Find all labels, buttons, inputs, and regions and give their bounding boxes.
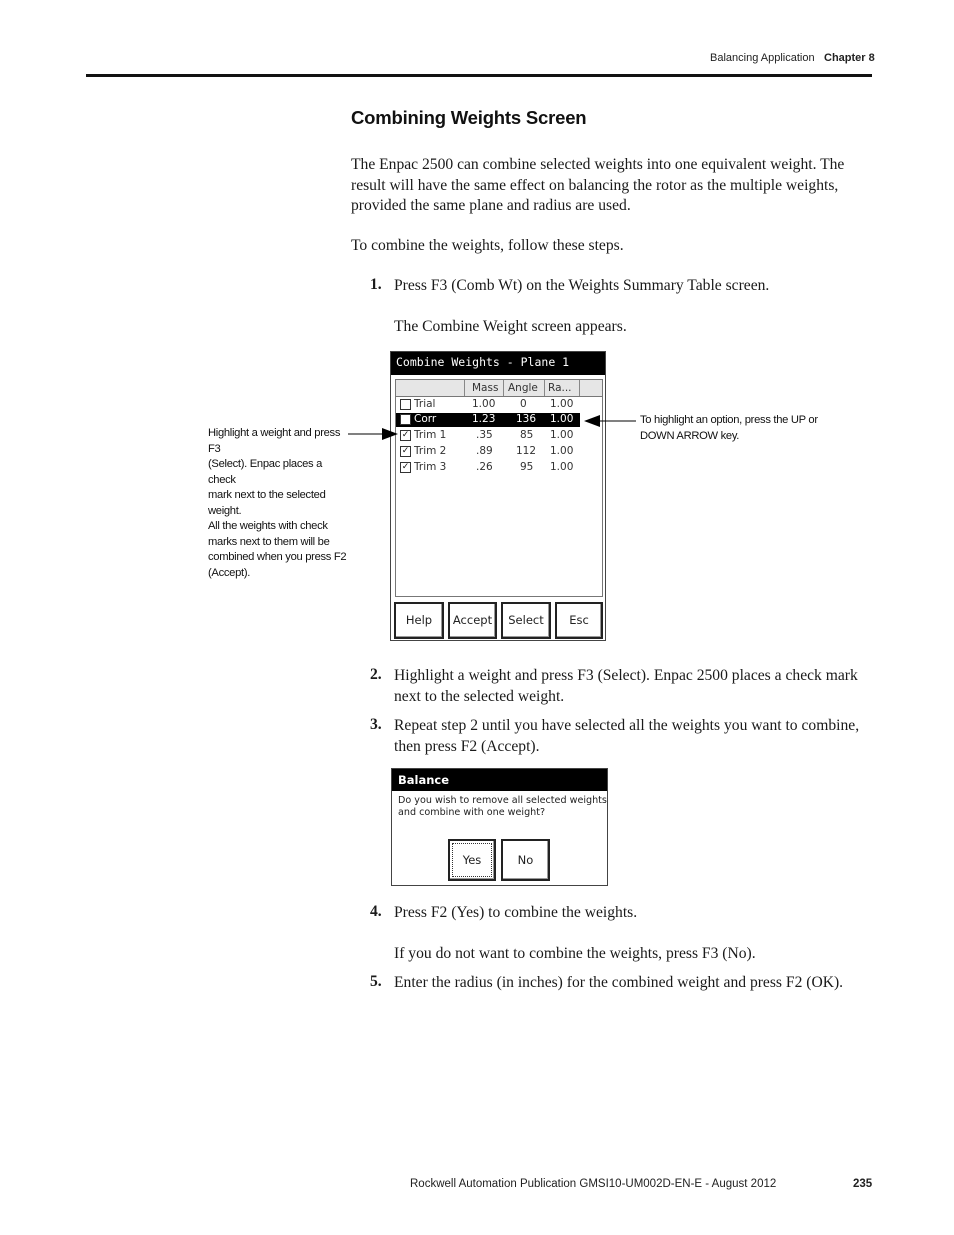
checkbox-trim-1[interactable]: ✓ [401,430,410,440]
callout-line: weight. [208,504,242,517]
help-button[interactable]: Help [394,602,444,639]
callout-select-weight [208,426,348,581]
step-5-number: 5. [370,973,382,990]
combine-weights-title: Combine Weights - Plane 1 [391,352,605,375]
weight-radius: 1.00 [550,398,574,410]
page-number: 235 [853,1178,873,1190]
column-radius: Ra... [548,382,572,394]
balance-dialog-message [398,795,607,818]
weight-mass: .26 [476,461,493,473]
esc-button[interactable]: Esc [555,602,603,639]
callout-line: marks next to them will be [208,535,330,548]
right-arrowhead-icon [584,415,600,427]
balance-dialog-title: Balance [392,769,607,791]
step-4-number: 4. [370,903,382,920]
weight-name: Trim 2 [414,445,447,457]
step-2-number: 2. [370,666,382,683]
callout-line: mark next to the selected [208,489,326,501]
step-1-number: 1. [370,276,382,293]
weight-radius: 1.00 [550,429,574,441]
message-line: Do you wish to remove all selected weights [398,795,607,806]
weight-mass: 1.23 [472,413,496,425]
step-4-text: Press F2 (Yes) to combine the weights. [394,904,638,921]
weight-angle: 85 [520,429,534,441]
weight-radius: 1.00 [550,461,574,473]
weight-mass: .89 [476,445,493,457]
checkbox-trim-2[interactable]: ✓ [401,446,410,456]
weight-angle: 136 [516,413,537,425]
weight-mass: .35 [476,429,493,441]
weight-angle: 112 [516,445,537,457]
weight-angle: 95 [520,461,534,473]
weight-name: Trim 3 [414,461,447,473]
callout-line: (Accept). [208,566,251,579]
weight-angle: 0 [520,398,527,410]
intro-paragraph: The Enpac 2500 can combine selected weights into one equivalent weight. The result will have the same effect on balancing the rotor as the multiple weights, provided the same plane and radius are used. [351,156,845,214]
callout-line: DOWN ARROW key. [640,429,740,442]
no-button[interactable]: No [501,839,550,881]
callout-line: All the weights with check [208,520,328,532]
running-header-chapter: Chapter 8 [824,52,875,64]
message-line: and combine with one weight? [398,806,546,818]
weight-radius: 1.00 [550,445,574,457]
instruction-paragraph: To combine the weights, follow these steps. [351,237,624,254]
weight-name: Corr [414,413,437,425]
step-1-text: Press F3 (Comb Wt) on the Weights Summary Table screen. [394,277,770,294]
callout-line: combined when you press F2 [208,551,347,563]
step-3-text: Repeat step 2 until you have selected all the weights you want to combine, then press F2 (Accept). [394,717,860,755]
step-1-note: The Combine Weight screen appears. [394,318,627,335]
callout-line: Highlight a weight and press F3 [208,427,341,455]
weight-mass: 1.00 [472,398,496,410]
step-2-text: Highlight a weight and press F3 (Select). Enpac 2500 places a check mark next to the selected weight. [394,667,858,705]
weight-name: Trim 1 [414,429,447,441]
balance-dialog [391,768,608,886]
weight-name: Trial [414,398,436,410]
step-3-number: 3. [370,716,382,733]
column-mass: Mass [472,382,499,394]
select-button[interactable]: Select [501,602,551,639]
callout-line: (Select). Enpac places a check [208,458,323,486]
yes-button[interactable]: Yes [448,839,496,881]
footer-publication: Rockwell Automation Publication GMSI10-UM002D-EN-E - August 2012 [410,1178,777,1190]
callout-highlight-option [640,413,820,444]
left-arrowhead-icon [382,428,398,440]
running-header-section: Balancing Application [710,52,815,64]
section-heading: Combining Weights Screen [351,107,587,128]
weight-radius: 1.00 [550,413,574,425]
callout-line: To highlight an option, press the UP or [640,414,818,426]
column-angle: Angle [508,382,538,394]
checkbox-trim-3[interactable]: ✓ [401,462,410,472]
step-4-note: If you do not want to combine the weights, press F3 (No). [394,945,756,962]
accept-button[interactable]: Accept [448,602,497,639]
step-5-text: Enter the radius (in inches) for the combined weight and press F2 (OK). [394,974,844,991]
